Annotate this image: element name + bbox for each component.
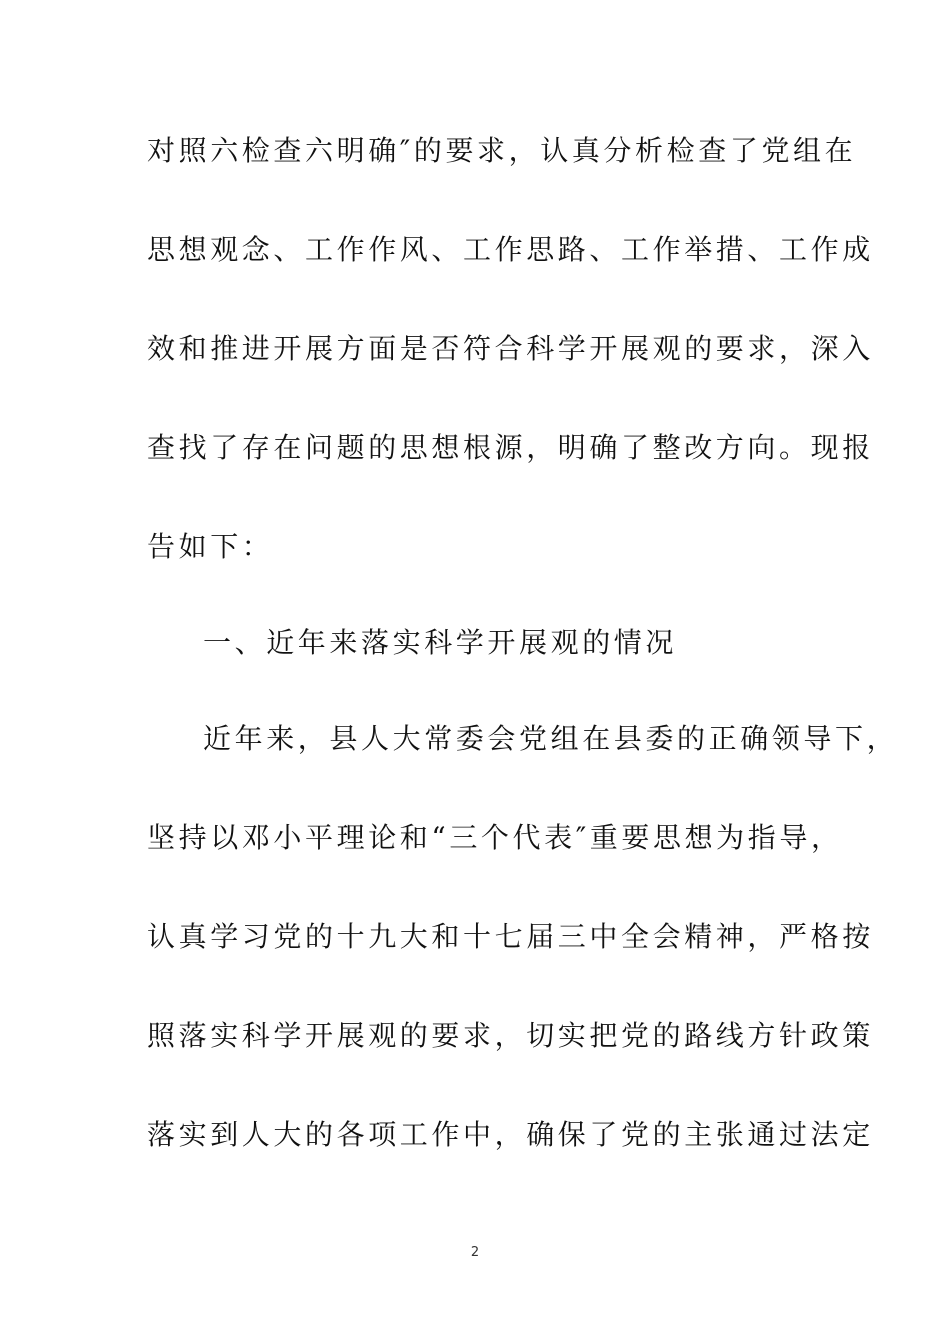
paragraph-line: 照落实科学开展观的要求，切实把党的路线方针政策	[147, 1019, 874, 1052]
paragraph-line: 对照六检查六明确″的要求，认真分析检查了党组在	[147, 134, 857, 167]
paragraph-line: 落实到人大的各项工作中，确保了党的主张通过法定	[147, 1118, 874, 1151]
paragraph-line: 查找了存在问题的思想根源，明确了整改方向。现报	[147, 431, 874, 464]
document-body	[147, 125, 899, 1208]
page-number: 2	[470, 1245, 480, 1260]
paragraph-line: 效和推进开展方面是否符合科学开展观的要求，深入	[147, 332, 874, 365]
paragraph-line: 近年来，县人大常委会党组在县委的正确领导下，	[203, 722, 899, 755]
paragraph-line: 坚持以邓小平理论和“三个代表″重要思想为指导，	[147, 821, 843, 854]
section-heading: 一、近年来落实科学开展观的情况	[203, 626, 678, 659]
paragraph-line: 思想观念、工作作风、工作思路、工作举措、工作成	[147, 233, 874, 266]
paragraph-line: 认真学习党的十九大和十七届三中全会精神，严格按	[147, 920, 874, 953]
paragraph-line: 告如下：	[147, 530, 274, 563]
